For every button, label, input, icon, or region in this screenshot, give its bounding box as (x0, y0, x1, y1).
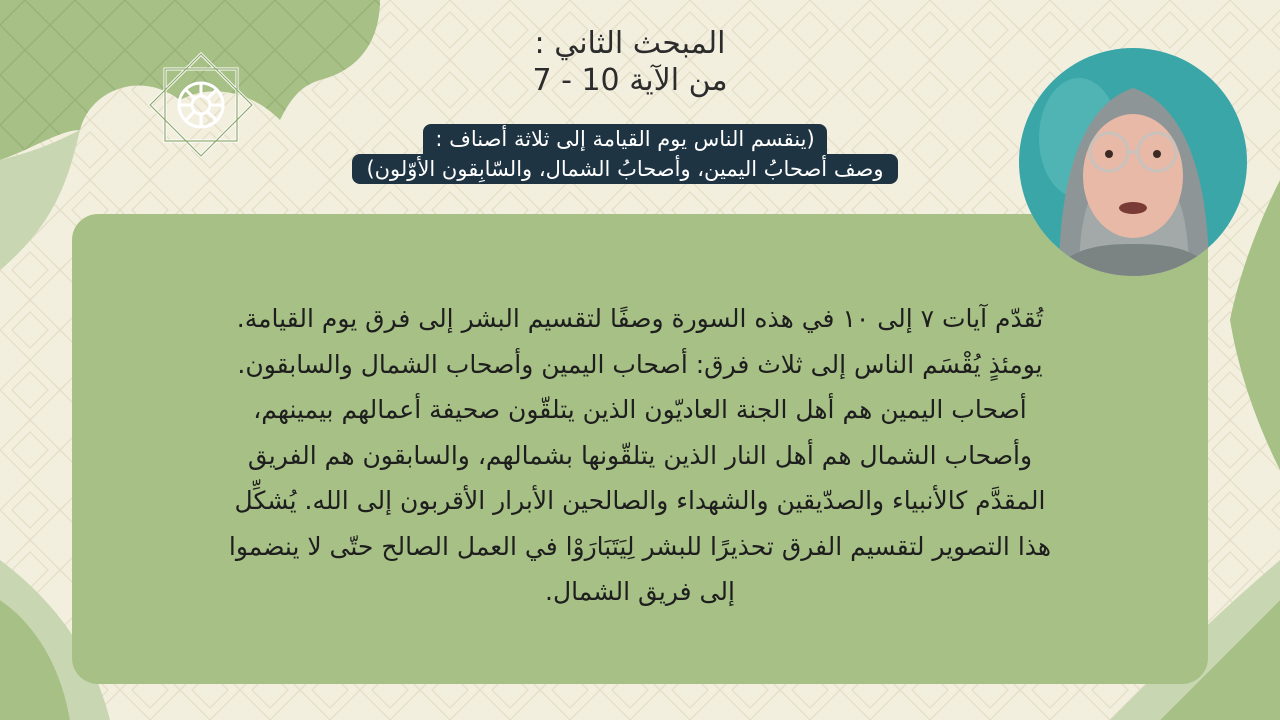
slide-heading (380, 26, 880, 100)
subtitle-line-1: (ينقسم الناس يوم القيامة إلى ثلاثة أصناف : (423, 124, 826, 154)
paragraph-line: إلى فريق الشمال. (545, 577, 735, 606)
paragraph-line: تُقدّم آيات ٧ إلى ١٠ في هذه السورة وصفًا لتقسيم البشر إلى فرق يوم القيامة. (236, 304, 1044, 333)
heading-verse-range: من الآية 10 - 7 (532, 63, 728, 98)
content-paragraph (110, 296, 1170, 615)
paragraph-line: المقدَّم كالأنبياء والصدّيقين والشهداء والصالحين الأبرار الأقربون إلى الله. يُشكِّل (234, 486, 1046, 515)
subtitle-banner (240, 124, 1010, 184)
paragraph-line: هذا التصوير لتقسيم الفرق تحذيرًا للبشر لِيَتَبَارَوْا في العمل الصالح حتّى لا ينضموا (228, 531, 1052, 561)
paragraph-line: وأصحاب الشمال هم أهل النار الذين يتلقّونها بشمالهم، والسابقون هم الفريق (247, 440, 1033, 470)
subtitle-line-2: وصف أصحابُ اليمين، وأصحابُ الشمال، والسّابِقون الأوّلون) (352, 154, 897, 184)
presenter-avatar (1019, 48, 1247, 276)
presenter-portrait-icon (1019, 48, 1247, 276)
paragraph-line: أصحاب اليمين هم أهل الجنة العاديّون الذين يتلقّون صحيفة أعمالهم بيمينهم، (253, 395, 1027, 424)
paragraph-line: يومئذٍ يُقْسَم الناس إلى ثلاث فرق: أصحاب اليمين وأصحاب الشمال والسابقون. (237, 349, 1043, 379)
heading-section-title: المبحث الثاني : (534, 26, 726, 61)
